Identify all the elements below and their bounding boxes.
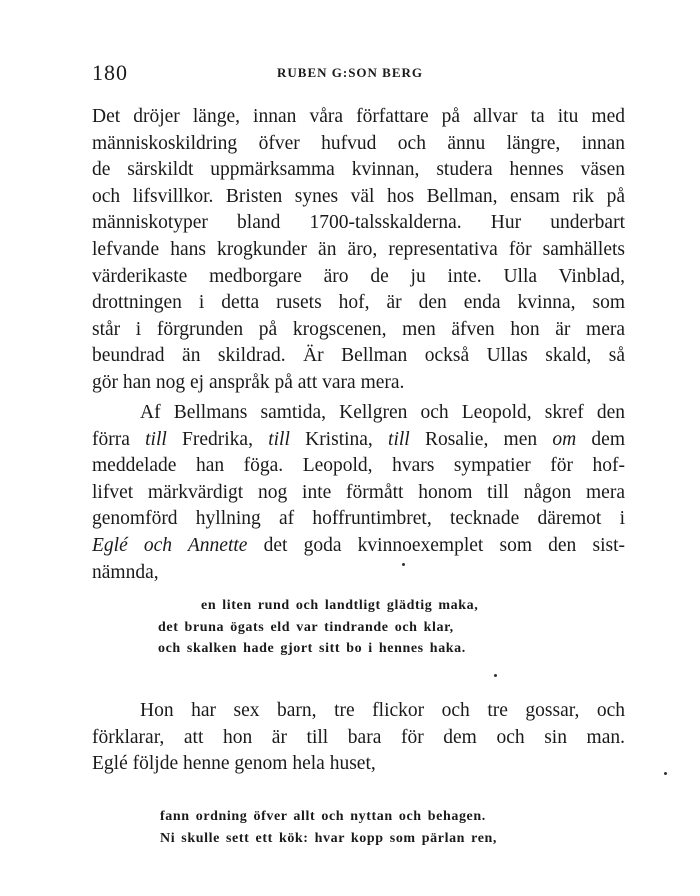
running-head: RUBEN G:SON BERG xyxy=(277,65,424,80)
text-run: Rosalie, men xyxy=(409,428,553,450)
print-speck xyxy=(494,674,497,677)
print-speck xyxy=(402,563,405,566)
text-run: förra xyxy=(92,428,146,450)
text-line: Eglé följde henne genom hela huset, xyxy=(92,753,376,775)
text-run: Fredrika, xyxy=(166,428,269,450)
italic-run: till xyxy=(268,428,290,450)
text-line: människoskildring öfver hufvud och ännu längre, innan xyxy=(92,132,625,154)
verse-quote-2 xyxy=(160,806,497,849)
text-line: Hon har sex barn, tre flickor och tre gossar, och xyxy=(140,700,625,721)
text-line: drottningen i detta rusets hof, är den enda kvinna, som xyxy=(92,292,625,314)
italic-run: Eglé och Annette xyxy=(92,534,248,556)
paragraph-1 xyxy=(92,104,625,397)
page-number: 180 xyxy=(92,60,128,85)
text-line: står i förgrunden på krogscenen, men äfven hon är mera xyxy=(92,318,625,340)
text-run: dem xyxy=(576,428,626,450)
paragraph-3 xyxy=(92,698,625,778)
text-line: meddelade han föga. Leopold, hvars sympatier för hof- xyxy=(92,455,625,477)
text-line: lifvet märkvärdigt nog inte förmått honom till någon mera xyxy=(92,481,625,503)
text-line xyxy=(92,427,625,454)
text-line: beundrad än skildrad. Är Bellman också Ullas skald, så xyxy=(92,345,625,367)
text-line xyxy=(92,533,625,560)
print-speck xyxy=(664,772,667,775)
text-line: värderikaste medborgare äro de ju inte. Ulla Vinblad, xyxy=(92,265,625,287)
verse-line: en liten rund och landtligt glädtig maka, xyxy=(201,598,479,613)
text-line: Af Bellmans samtida, Kellgren och Leopold, skref den xyxy=(140,402,625,423)
verse-line: och skalken hade gjort sitt bo i hennes haka. xyxy=(158,641,466,656)
text-run: Kristina, xyxy=(289,428,389,450)
text-line: de särskildt uppmärksamma kvinnan, studera hennes väsen xyxy=(92,159,625,181)
text-line: människotyper bland 1700-talsskalderna. Hur underbart xyxy=(92,212,625,234)
paragraph-2 xyxy=(92,400,625,586)
verse-line: Ni skulle sett ett kök: hvar kopp som pärlan ren, xyxy=(160,830,498,846)
text-line: lefvande hans krogkunder än äro, representativa för samhällets xyxy=(92,238,625,260)
verse-line: det bruna ögats eld var tindrande och klar, xyxy=(158,619,454,635)
text-line: genomförd hyllning af hoffruntimbret, tecknade däremot i xyxy=(92,508,625,530)
text-run: det goda kvinnoexemplet som den sist- xyxy=(247,534,625,556)
text-line: nämnda, xyxy=(92,561,159,583)
text-line: förklarar, att hon är till bara för dem och sin man. xyxy=(92,726,625,748)
page-header xyxy=(92,60,622,84)
verse-line: fann ordning öfver allt och nyttan och behagen. xyxy=(160,809,486,824)
italic-run: till xyxy=(145,428,167,450)
verse-quote-1 xyxy=(158,595,478,660)
italic-run: till xyxy=(388,428,410,450)
italic-run: om xyxy=(552,428,577,450)
text-line: och lifsvillkor. Bristen synes väl hos Bellman, ensam rik på xyxy=(92,185,625,207)
text-line: gör han nog ej anspråk på att vara mera. xyxy=(92,371,405,393)
text-line: Det dröjer länge, innan våra författare på allvar ta itu med xyxy=(92,106,625,127)
